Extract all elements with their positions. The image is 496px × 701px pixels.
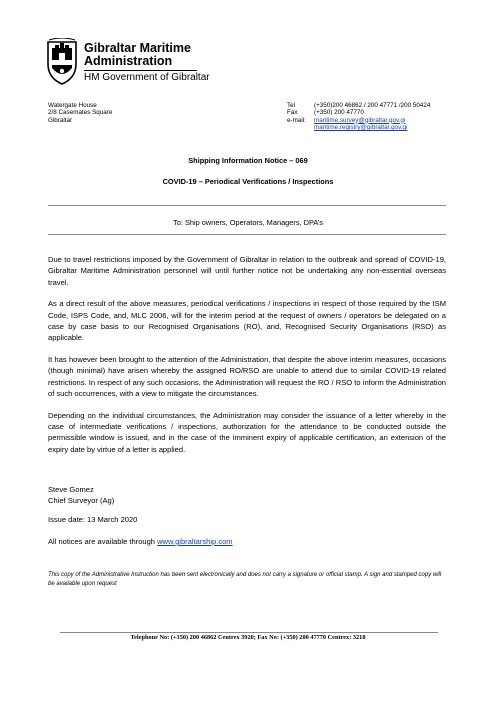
contact-tel [287,102,430,109]
header-divider [84,70,197,71]
tel-label: Tel [287,102,296,109]
availability-text: All notices are available through [48,537,158,546]
signature-block [48,484,114,507]
issue-date: Issue date: 13 March 2020 [48,515,138,524]
body-paragraph: Depending on the individual circumstances, the Administration may consider the issuance of a letter whereby in the case of intermediate verifications / inspections, authorization for the attendance to be conducted outside the permissible window is issued, and in the case of the imminent expiry of applicable certification, an extension of the expiry date by virtue of a letter is applied. [48,410,446,454]
fax-label: Fax [287,109,298,117]
body-paragraph: As a direct result of the above measures, periodical verifications / inspections in respect of those required by the ISM Code, ISPS Code, and, MLC 2006, will for the interim period at the request of owners / operators be delegated on a case by case basis to our Recognised Organisations (RO), and, Recognised Security Organisations (RSO) as applicable. [48,299,446,343]
notice-subtitle: COVID-19 – Periodical Verifications / Inspections [162,177,334,186]
website-link[interactable]: www.gibraltarship.com [157,537,233,546]
address-line: 2/8 Casemates Square [48,109,113,117]
footer-contact: Telephone No: (+350) 200 46862 Centrex 3920; Fax No: (+350) 200 47770 Centrex: 3218 [130,634,366,641]
organization-name [84,42,191,68]
availability-line [48,537,233,546]
fax-value: (+350) 200 47770 [314,109,364,117]
gibraltar-crest-icon [46,38,78,86]
email-link-registry[interactable]: maritime.registry@gibraltar.gov.gi [314,123,408,131]
notice-title: Shipping Information Notice – 069 [188,156,308,165]
divider-top [48,205,446,206]
notice-body [48,254,446,465]
organization-name-line1: Gibraltar Maritime [84,41,191,55]
signatory-name: Steve Gomez [48,485,94,494]
body-paragraph: Due to travel restrictions imposed by the Government of Gibraltar in relation to the outbreak and spread of COVID-19, Gibraltar Maritime Administration personnel will until further notice not be undertaking any non-essential overseas travel. [48,255,446,287]
contact-block [287,102,430,131]
recipients-line: To: Ship owners, Operators, Managers, DPA’s [173,218,323,227]
email-link-survey[interactable]: maritime.survey@gibraltar.gov.gi [314,116,406,124]
contact-email [287,117,430,124]
divider-bottom [48,234,446,235]
contact-email-2 [287,124,430,131]
address-block [48,102,112,124]
footer-divider [60,632,438,633]
government-name: HM Government of Gibraltar [84,72,210,83]
disclaimer: This copy of the Administrative Instruction has been sent electronically and does not carry a signature or official stamp. A sign and stamped copy will be available upon request [48,572,442,587]
address-line: Gibraltar [48,116,73,124]
signatory-title: Chief Surveyor (Ag) [48,496,115,506]
contact-fax [287,109,430,116]
body-paragraph: It has however been brought to the attention of the Administration, that despite the above interim measures, occasions (though minimal) have arisen whereby the assigned RO/RSO are unable to attend due to similar COVID-19 related restrictions. In respect of any such occasions, the Administration will request the RO / RSO to inform the Administration of such occurrences, with a view to mitigate the circumstances. [48,355,446,398]
email-label: e-mail: [287,116,306,124]
address-line: Watergate House [48,102,97,109]
organization-name-line2: Administration [84,54,173,68]
tel-value: (+350)200 46862 / 200 47771 /200 50424 [314,102,431,109]
